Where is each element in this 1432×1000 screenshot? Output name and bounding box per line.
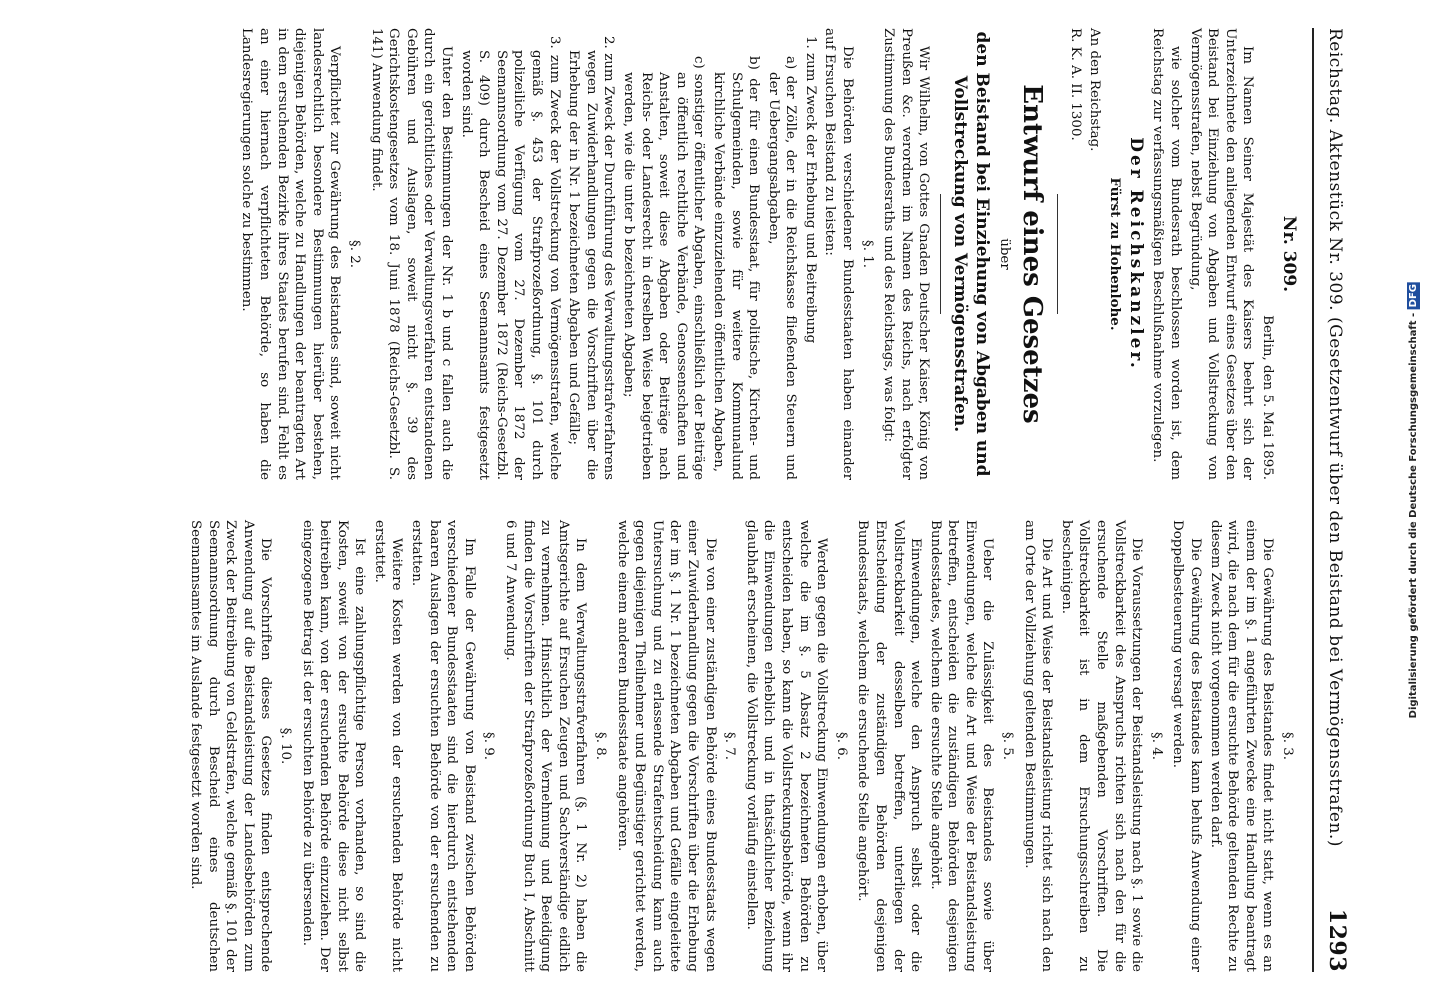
section-text: Werden gegen die Vollstreckung Einwendungen erhoben, über welche die im §. 5 Absatz 2 bezeichneten Behörden zu entscheiden haben, so kann die Vollstreckungsbehörde, wenn ihr die Einwendungen erheblich und in thatsächlicher Beziehung glaubhaft erscheinen, die Vollstreckung vorläufig einstellen. [743, 520, 830, 972]
section-text: Die Voraussetzungen der Beistandsleistung nach §. 1 sowie die Vollstreckbarkeit des Anspruchs richten sich nach den für die ersuchende Stelle maßgebenden Vorschriften. Die Vollstreckbarkeit ist in dem Ersuchungsschreiben zu bescheinigen. [1058, 520, 1145, 972]
section-text: Die Gewährung des Beistandes kann behufs Anwendung einer Doppelbesteuerung versagt werden. [1170, 520, 1204, 972]
section-text: In dem Verwaltungsstrafverfahren (§. 1 Nr. 2) haben die Amtsgerichte auf Ersuchen Zeugen und Sachverständige eidlich zu vernehmen. Hinsichtlich der Vernehmung und Beeidigung finden die Vorschriften der Strafprozeßordnung Buch I, Abschnitt 6 und 7 Anwendung. [503, 520, 589, 972]
page-number: 1293 [1324, 908, 1350, 972]
divider [940, 194, 941, 314]
section-text: Einwendungen, welche den Anspruch selbst oder die Vollstreckbarkeit desselben betreffen, unterliegen der Entscheidung der zuständigen Behörden desjenigen Bundesstaats, welchem die ersuchende Stelle angehört. [855, 520, 924, 972]
section-text: Die Gewährung des Beistandes findet nicht statt, wenn es an einem der im §. 1 angeführten Zwecke eine Handlung beantragt wird, die nach dem für die ersuchte Behörde geltenden Rechte zu diesem Zweck nicht vorgenommen werden darf. [1207, 520, 1276, 972]
section-text: Ist eine zahlungspflichtige Person vorhanden, so sind die Kosten, soweit von der ersuchte Behörde diese nicht selbst beitreiben kann, von der ersuchenden Behörde einzuziehen. Der eingezogene Betrag ist der ersuchten Behörde zu übersenden. [299, 520, 368, 972]
list-subitem: c) sonstiger öffentlicher Abgaben, einschließlich der Beiträge an öffentlich rechtliche Verbände, Genossenschaften und Anstalten, soweit diese Abgaben oder Beiträge nach Reichs- oder Landesrecht in derselben Weise beigetrieben werden, wie die unter b bezeichneten Abgaben; [620, 56, 707, 480]
section-text: Die von einer zuständigen Behörde eines Bundesstaats wegen einer Zuwiderhandlung gegen die Vorschriften über die Erhebung der im §. 1 Nr. 1 bezeichneten Abgaben und Gefälle eingeleitete Untersuchung und zu erlassende Strafentscheidung kann auch gegen diejenigen Theilnehmer und Begünstiger gerichtet werden, welche einem anderen Bundesstaate angehören. [614, 520, 718, 972]
section-text: Unter den Bestimmungen der Nr. 1 b und c fallen auch die durch ein gerichtliches oder Verwaltungsverfahren entstandenen Gebühren und Auslagen, soweit nicht §. 39 des Gerichtskostengesetzes vom 18. Juni 1878 (Reichs-Gesetzbl. S. 141) Anwendung findet. [368, 28, 455, 480]
section-heading: §. 1. [859, 240, 875, 268]
header-text: Reichstag. Aktenstück Nr. 309. (Gesetzentwurf über den Beistand bei Vermögensstrafen.) [1325, 28, 1345, 847]
list-item: 2. zum Zweck der Durchführung des Verwaltungsstrafverfahrens wegen Zuwiderhandlungen gegen die Vorschriften über die Erhebung der in Nr. 1 bezeichneten Abgaben und Gefälle; [566, 36, 617, 480]
digitization-credit [1398, 8, 1428, 992]
section-heading: §. 5. [1000, 732, 1016, 760]
section-heading: §. 3. [1280, 732, 1295, 760]
dfg-logo: DFG [1407, 283, 1419, 308]
list-item: 1. zum Zweck der Erhebung und Beitreibung [802, 36, 818, 344]
document-number: Nr. 309. [1279, 215, 1299, 293]
section-heading: §. 2. [347, 240, 363, 268]
law-title-ueber: über [997, 238, 1013, 270]
list-subitem: a) der Zölle, der in die Reichskasse fließenden Steuern und der Uebergangsabgaben, [765, 56, 799, 480]
left-column [236, 28, 1300, 480]
signature-name: Fürst zu Hohenlohe. [1106, 177, 1123, 331]
intro-paragraph: Im Namen Seiner Majestät des Kaisers beehrt sich der Unterzeichnete den anliegenden Entwurf eines Gesetzes über den Beistand bei Einziehung von Abgaben und Vollstreckung von Vermögensstrafen, nebst Begründung, [1187, 28, 1256, 480]
section-text: Ueber die Zulässigkeit des Beistandes sowie über Einwendungen, welche die Art und Weise der Beistandsleistung betreffen, entscheiden die zuständigen Behörden desjenigen Bundesstaates, welchem die ersuchte Stelle angehört. [927, 520, 996, 972]
preamble: Wir Wilhelm, von Gottes Gnaden Deutscher Kaiser, König von Preußen &c. verordnen im Namen des Reichs, nach erfolgter Zustimmung des Bundesraths und des Reichstags, was folgt: [881, 28, 932, 480]
section-heading: §. 9. [481, 732, 497, 760]
running-header [1324, 28, 1350, 972]
list-subitem: b) der für einen Bundesstaat, für politische, Kirchen- und Schulgemeinden, sowie für weitere Kommunalund kirchliche Verbände einzuziehenden öffentlichen Abgaben, [710, 56, 762, 480]
list-item: 3. zum Zweck der Vollstreckung von Vermögensstrafen, welche gemäß §. 453 der Strafprozeßordnung, §. 101 durch polizeiliche Verfügung vom 27. Dezember 1872 der Seemannsordnung vom 27. Dezember 1872 (Reichs-Gesetzbl. S. 409) durch Bescheid eines Seemannsamts festgesetzt worden sind. [458, 36, 562, 480]
intro-paragraph-2: wie solcher vom Bundesrath beschlossen worden ist, dem Reichstag zur verfassungsmäßigen Beschlußnahme vorzulegen. [1150, 28, 1184, 480]
section-text: Verpflichtet zur Gewährung des Beistandes sind, soweit nicht landesrechtlich besondere Bestimmungen hierüber bestehen, diejenigen Behörden, welche zu Handlungen der beantragten Art in dem ersuchenden Bezirke ihres Staates berufen sind. Fehlt es an einer hiernach verpflichteten Behörde, so haben die Landesregierungen solche zu bestimmen. [239, 28, 343, 480]
signature-title: Der Reichskanzler. [1125, 137, 1146, 371]
section-text: Die Art und Weise der Beistandsleistung richtet sich nach den am Orte der Vollziehung geltenden Bestimmungen. [1021, 520, 1055, 972]
section-text: Im Falle der Gewährung von Beistand zwischen Behörden verschiedener Bundesstaaten sind die hierdurch entstehenden baaren Auslagen der ersuchten Behörde von der ersuchenden zu erstatten. [409, 520, 477, 972]
right-column [184, 520, 1300, 972]
reference: R. K. A. II. 1300. [1067, 28, 1083, 141]
divider [1057, 194, 1058, 314]
section-text: Die Behörden verschiedener Bundesstaaten haben einander auf Ersuchen Beistand zu leisten: [822, 28, 856, 480]
section-heading: §. 6. [833, 732, 849, 760]
header-rule [1312, 28, 1314, 972]
section-heading: §. 7. [722, 732, 738, 760]
section-text: Weitere Kosten werden von der ersuchenden Behörde nicht erstattet. [371, 520, 405, 972]
section-heading: §. 4. [1148, 732, 1164, 760]
dateline: Berlin, den 5. Mai 1895. [1260, 315, 1275, 480]
section-heading: §. 10. [277, 727, 293, 765]
credit-text: Digitalisierung gefördert durch die Deutsche Forschungsgemeinschaft - [1407, 312, 1419, 719]
addressee: An den Reichstag. [1087, 28, 1103, 152]
section-heading: §. 8. [593, 732, 609, 760]
law-title: Entwurf eines Gesetzes [1017, 84, 1048, 424]
section-text: Die Vorschriften dieses Gesetzes finden entsprechende Anwendung auf die Beistandsleistung der Landesbehörden zum Zweck der Beitreibung von Geldstrafen, welche gemäß §. 101 der Seemannsordnung durch Bescheid eines deutschen Seemannsamtes im Auslande festgesetzt worden sind. [187, 520, 274, 972]
law-subtitle: den Beistand bei Einziehung von Abgaben und Vollstreckung von Vermögensstrafen. [950, 31, 993, 477]
